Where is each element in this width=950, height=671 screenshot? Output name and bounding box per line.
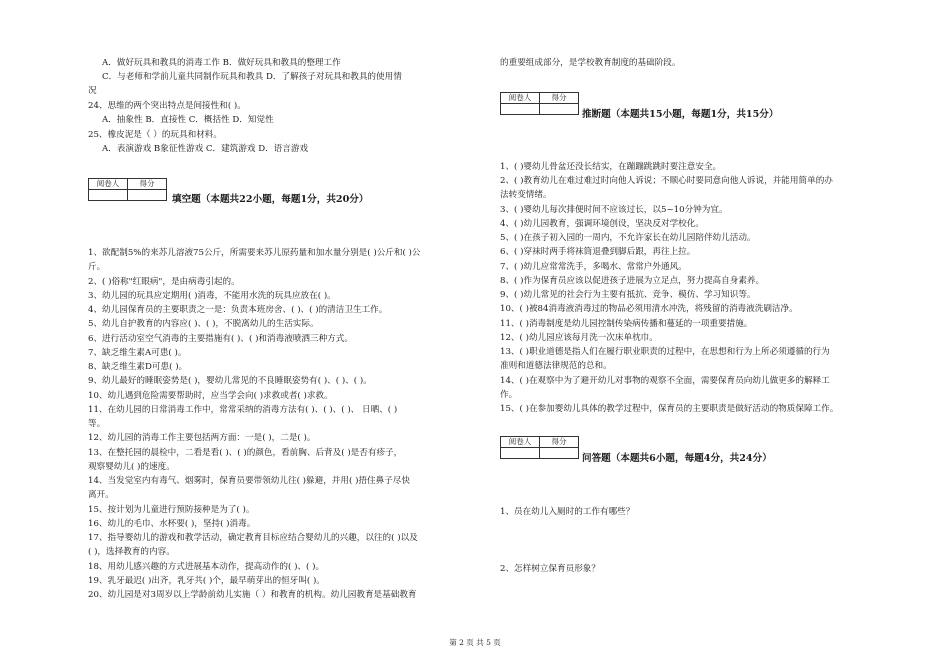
reviewer-label: 阅卷人 [501, 437, 540, 448]
section-title-fill: 填空题（本题共22小题，每题1分，共20分） [172, 194, 369, 205]
score-cell [540, 104, 579, 115]
judgement-item: 8、( )作为保育员应该以促进孩子进展为立足点，努力提高自身素养。 [500, 276, 765, 286]
reviewer-cell [89, 190, 128, 201]
judgement-item: 2、( )教育幼儿在难过难过时向他人诉说；不顺心时要同意向他人诉说，并能用简单的办 [500, 176, 833, 186]
judgement-item: 10、( )被84消毒液消毒过的物品必须用清水冲洗，将残留的消毒液洗刷洁净。 [500, 304, 798, 314]
judgement-item: 15、( )在参加婴幼儿具体的教学过程中，保育员的主要职责是做好活动的物质保障工作。 [500, 404, 839, 414]
judgement-item: 4、( )幼儿园教育，强调环境创设，坚决反对学校化。 [500, 219, 704, 229]
score-label: 得分 [540, 437, 579, 448]
fill-question: 18、用幼儿感兴趣的方式进展基本动作，提高动作的( )、( )。 [88, 562, 325, 572]
score-box-judgement [500, 92, 579, 115]
fill-question: 11、在幼儿园的日常消毒工作中，常常采纳的消毒方法有( )、( )、( )、 日晒、( ) [88, 405, 398, 415]
fill-question: 等。 [88, 419, 106, 429]
fill-question: 5、幼儿自护教育的内容应( )、( )，不脱离幼儿的生活实际。 [88, 319, 319, 329]
fill-question: 13、在整托园的晨检中，二看是看( )、( )的颜色，看前胸、后背及( )是否有疹子， [88, 448, 403, 458]
reviewer-label: 阅卷人 [89, 179, 128, 190]
option-line-cont: 况 [88, 86, 97, 96]
fill-question: 10、幼儿遇到危险需要帮助时，应当学会向( )求救或者( )求救。 [88, 391, 333, 401]
judgement-item: 7、( )幼儿应常常洗手，多喝水、常常户外通风。 [500, 262, 687, 272]
fill-question: 6、进行活动室空气消毒的主要措施有( )、( )和消毒液喷洒三种方式。 [88, 334, 353, 344]
judgement-item: 11、( )消毒制度是幼儿园控制传染病传播和蔓延的一项重要措施。 [500, 319, 753, 329]
question-24: 24、思维的两个突出特点是间接性和( )。 [88, 101, 246, 111]
fill-question: 斤。 [88, 262, 106, 272]
section-title-judgement: 推断题（本题共15小题，每题1分，共15分） [582, 109, 779, 120]
judgement-item: 6、( )穿袜时两手将袜筒退叠到脚后跟，再往上拉。 [500, 247, 696, 257]
score-cell [128, 190, 167, 201]
judgement-item: 13、( )职业道德是指人们在履行职业职责的过程中，在思想和行为上所必须遵循的行为 [500, 347, 830, 357]
reviewer-cell [501, 104, 540, 115]
question-25: 25、橡皮泥是（ ）的玩具和材料。 [88, 130, 222, 140]
fill-question: 8、缺乏维生素D可患( )。 [88, 362, 188, 372]
qa-question-1: 1、员在幼儿入厕时的工作有哪些？ [500, 507, 635, 517]
fill-question: ( )，选择教育的内容。 [88, 547, 175, 557]
judgement-item: 12、( )幼儿园应该每月洗一次床单枕巾。 [500, 333, 658, 343]
continued-line: 的重要组成部分，是学校教育制度的基础阶段。 [500, 58, 681, 68]
score-label: 得分 [128, 179, 167, 190]
option-line-cd: C．与老师和学前儿童共同制作玩具和教具 D．了解孩子对玩具和教具的使用情 [102, 72, 402, 82]
qa-question-2: 2、怎样树立保育员形象？ [500, 564, 600, 574]
judgement-item: 法转变情绪。 [500, 190, 552, 200]
question-24-options: A．抽象性 B．直接性 C．概括性 D．知觉性 [102, 115, 274, 125]
score-cell [540, 448, 579, 459]
fill-question: 4、幼儿园保育员的主要职责之一是：负责本班房舍、( )、( )的清洁卫生工作。 [88, 305, 388, 315]
fill-question: 离开。 [88, 490, 114, 500]
question-25-options: A．表演游戏 B象征性游戏 C．建筑游戏 D．语言游戏 [102, 144, 309, 154]
option-line-ab: A．做好玩具和教具的消毒工作 B．做好玩具和教具的整理工作 [102, 58, 341, 68]
reviewer-label: 阅卷人 [501, 93, 540, 104]
fill-question: 观察婴幼儿( )的速度。 [88, 462, 175, 472]
fill-question: 17、指导婴幼儿的游戏和教学活动，确定教育目标应结合婴幼儿的兴趣，以往的( )以及 [88, 533, 418, 543]
fill-question: 15、按计划为儿童进行预防接种是为了( )。 [88, 505, 255, 515]
score-box-fill [88, 178, 167, 201]
fill-question: 7、缺乏维生素A可患( )。 [88, 348, 187, 358]
section-title-qa: 问答题（本题共6小题，每题4分，共24分） [582, 453, 772, 464]
fill-question: 1、欲配制5%的来苏儿溶液75公斤，所需要来苏儿原药量和加水量分别是( )公斤和( )公 [88, 248, 421, 258]
judgement-item: 准则和道德法律规范的总和。 [500, 361, 612, 371]
fill-question: 9、幼儿最好的睡眠姿势是( )，婴幼儿常见的不良睡眠姿势有( )、( )、( )。 [88, 376, 372, 386]
judgement-item: 3、( )婴幼儿每次排便时间不应该过长，以5~10分钟为宜。 [500, 205, 728, 215]
judgement-item: 9、( )幼儿常见的社会行为主要有抵抗、竞争、模仿、学习知识等。 [500, 290, 756, 300]
judgement-item: 5、( )在孩子初入园的一周内，不允许家长在幼儿园陪伴幼儿活动。 [500, 233, 756, 243]
fill-question: 3、幼儿园的玩具应定期用( )消毒，不能用水洗的玩具应放在( )。 [88, 291, 336, 301]
reviewer-cell [501, 448, 540, 459]
fill-question: 16、幼儿的毛巾、水杯要( )，坚持( )消毒。 [88, 519, 256, 529]
judgement-item: 作。 [500, 390, 518, 400]
fill-question: 12、幼儿园的消毒工作主要包括两方面：一是( )，二是( )。 [88, 433, 316, 443]
score-box-qa [500, 436, 579, 459]
judgement-item: 14、( )在观察中为了避开幼儿对事物的观察不全面，需要保育员向幼儿做更多的解释工 [500, 376, 830, 386]
fill-question: 2、( )俗称"红眼病"，是由病毒引起的。 [88, 277, 240, 287]
fill-question: 20、幼儿园是对3周岁以上学龄前幼儿实施（ ）和教育的机构。幼儿园教育是基础教育 [88, 590, 417, 600]
score-label: 得分 [540, 93, 579, 104]
page-footer: 第 2 页 共 5 页 [449, 638, 501, 647]
judgement-item: 1、( )婴幼儿骨盆还没长结实，在蹦蹦跳跳时要注意安全。 [500, 162, 722, 172]
fill-question: 19、乳牙最迟( )出齐，乳牙共( )个，最早萌芽出的恒牙叫( )。 [88, 576, 325, 586]
fill-question: 14、当发觉室内有毒气、烟雾时，保育员要带领幼儿往( )躲避，并用( )捂住鼻子尽快 [88, 476, 410, 486]
